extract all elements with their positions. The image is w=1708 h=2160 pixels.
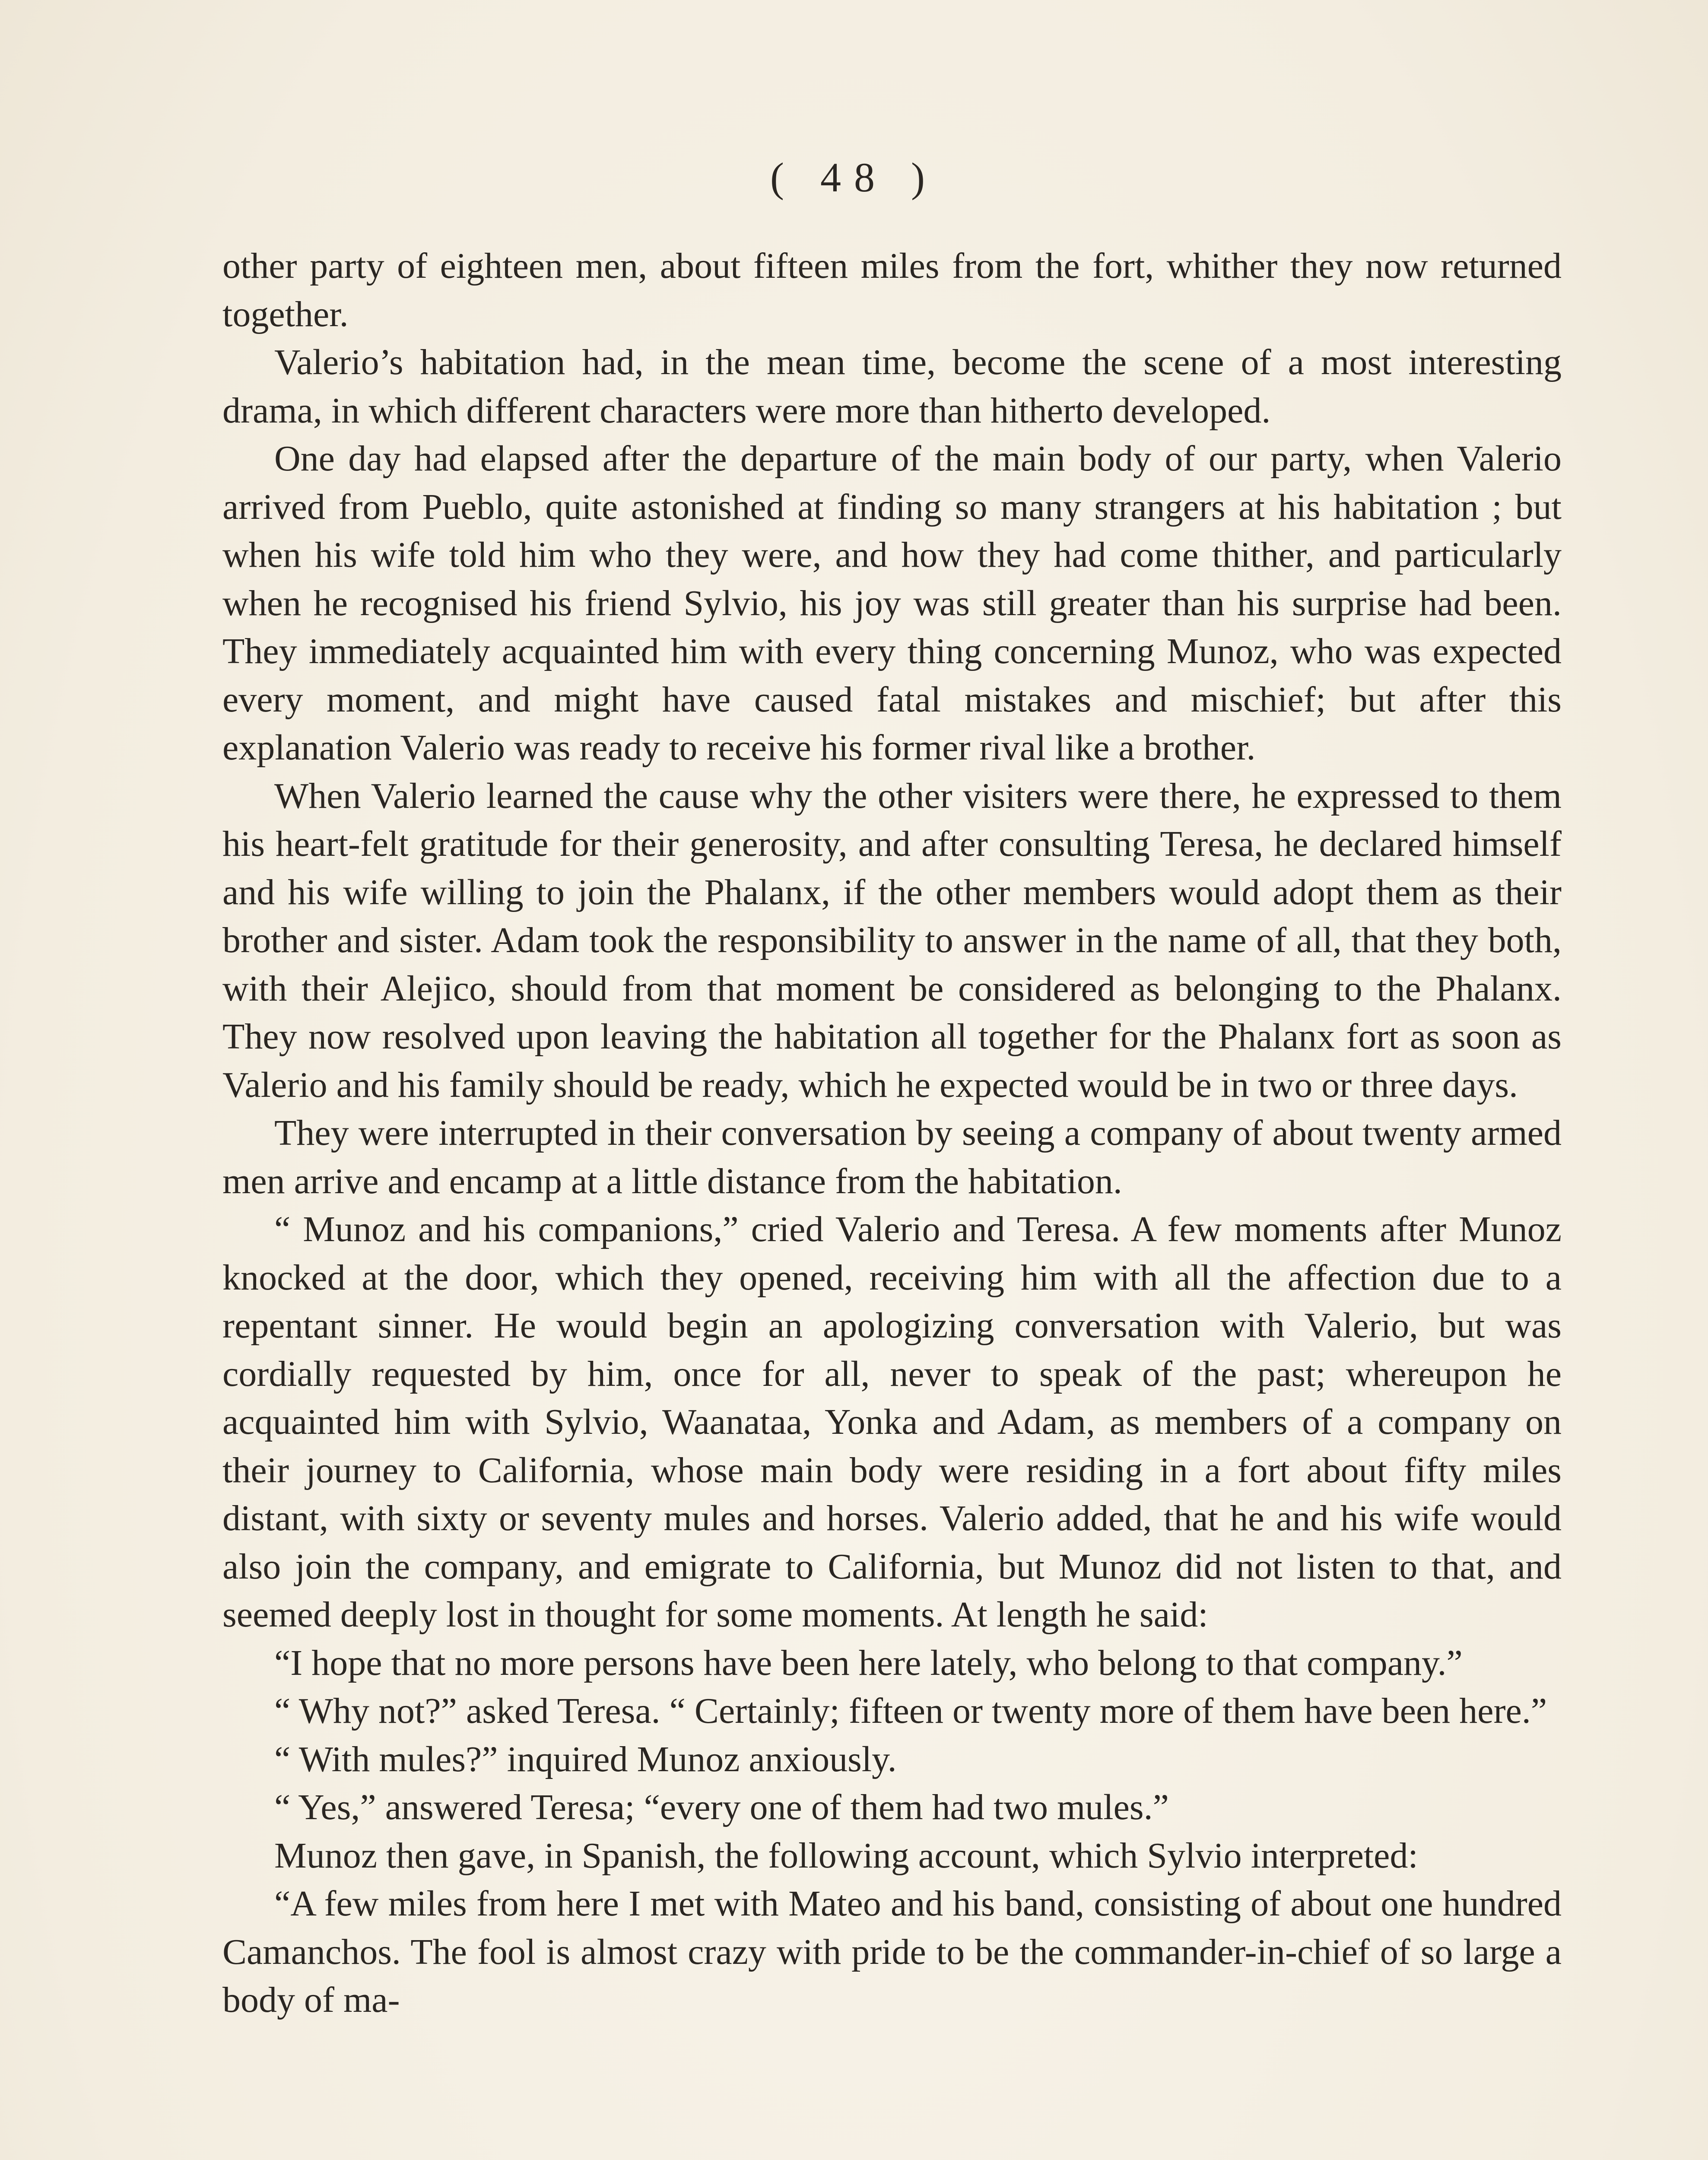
paragraph: “A few miles from here I met with Mateo and his band, consisting of about one hundred Camanchos. The fool is almost crazy with pride to be the commander-in-chief of so large a body of ma- (222, 1884, 1562, 2020)
paragraph: Valerio’s habitation had, in the mean time, become the scene of a most interesting drama, in which different characters were more than hitherto developed. (222, 342, 1562, 431)
paragraph: “ With mules?” inquired Munoz anxiously. (274, 1739, 897, 1779)
paragraph: “ Munoz and his companions,” cried Valerio and Teresa. A few moments after Munoz knocked at the door, which they opened, receiving him with all the affection due to a repentant sinner. He would begin an apologizing conversation with Valerio, but was cordially requested by him, once for all, never to speak of the past; whereupon he acquainted him with Sylvio, Waanataa, Yonka and Adam, as members of a company on their journey to California, whose main body were residing in a fort about fifty miles distant, with sixty or seventy mules and horses. Valerio added, that he and his wife would also join the company, and emigrate to California, but Munoz did not listen to that, and seemed deeply lost in thought for some moments. At length he said: (222, 1209, 1562, 1635)
paragraph: “ Yes,” answered Teresa; “every one of them had two mules.” (274, 1787, 1169, 1827)
paragraph: “ Why not?” asked Teresa. “ Certainly; fifteen or twenty more of them have been here.” (274, 1691, 1547, 1731)
paragraph: They were interrupted in their conversation by seeing a company of about twenty armed men arrive and encamp at a little distance from the habitation. (222, 1113, 1562, 1201)
page-number: ( 48 ) (770, 154, 938, 200)
body-text (222, 242, 1562, 2024)
paragraph: Munoz then gave, in Spanish, the following account, which Sylvio interpreted: (274, 1835, 1418, 1876)
paragraph: other party of eighteen men, about fifteen miles from the fort, whither they now returned together. (222, 246, 1562, 334)
paragraph: When Valerio learned the cause why the other visiters were there, he expressed to them his heart-felt gratitude for their generosity, and after consulting Teresa, he declared himself and his wife willing to join the Phalanx, if the other members would adopt them as their brother and sister. Adam took the responsibility to answer in the name of all, that they both, with their Alejico, should from that moment be considered as belonging to the Phalanx. They now resolved upon leaving the habitation all together for the Phalanx fort as soon as Valerio and his family should be ready, which he expected would be in two or three days. (222, 775, 1562, 1105)
paragraph: “I hope that no more persons have been here lately, who belong to that company.” (274, 1642, 1463, 1683)
paragraph: One day had elapsed after the departure of the main body of our party, when Valerio arrived from Pueblo, quite astonished at finding so many strangers at his habitation ; but when his wife told him who they were, and how they had come thither, and particularly when he recognised his friend Sylvio, his joy was still greater than his surprise had been. They immediately acquainted him with every thing concerning Munoz, who was expected every moment, and might have caused fatal mistakes and mischief; but after this explanation Valerio was ready to receive his former rival like a brother. (222, 438, 1562, 768)
